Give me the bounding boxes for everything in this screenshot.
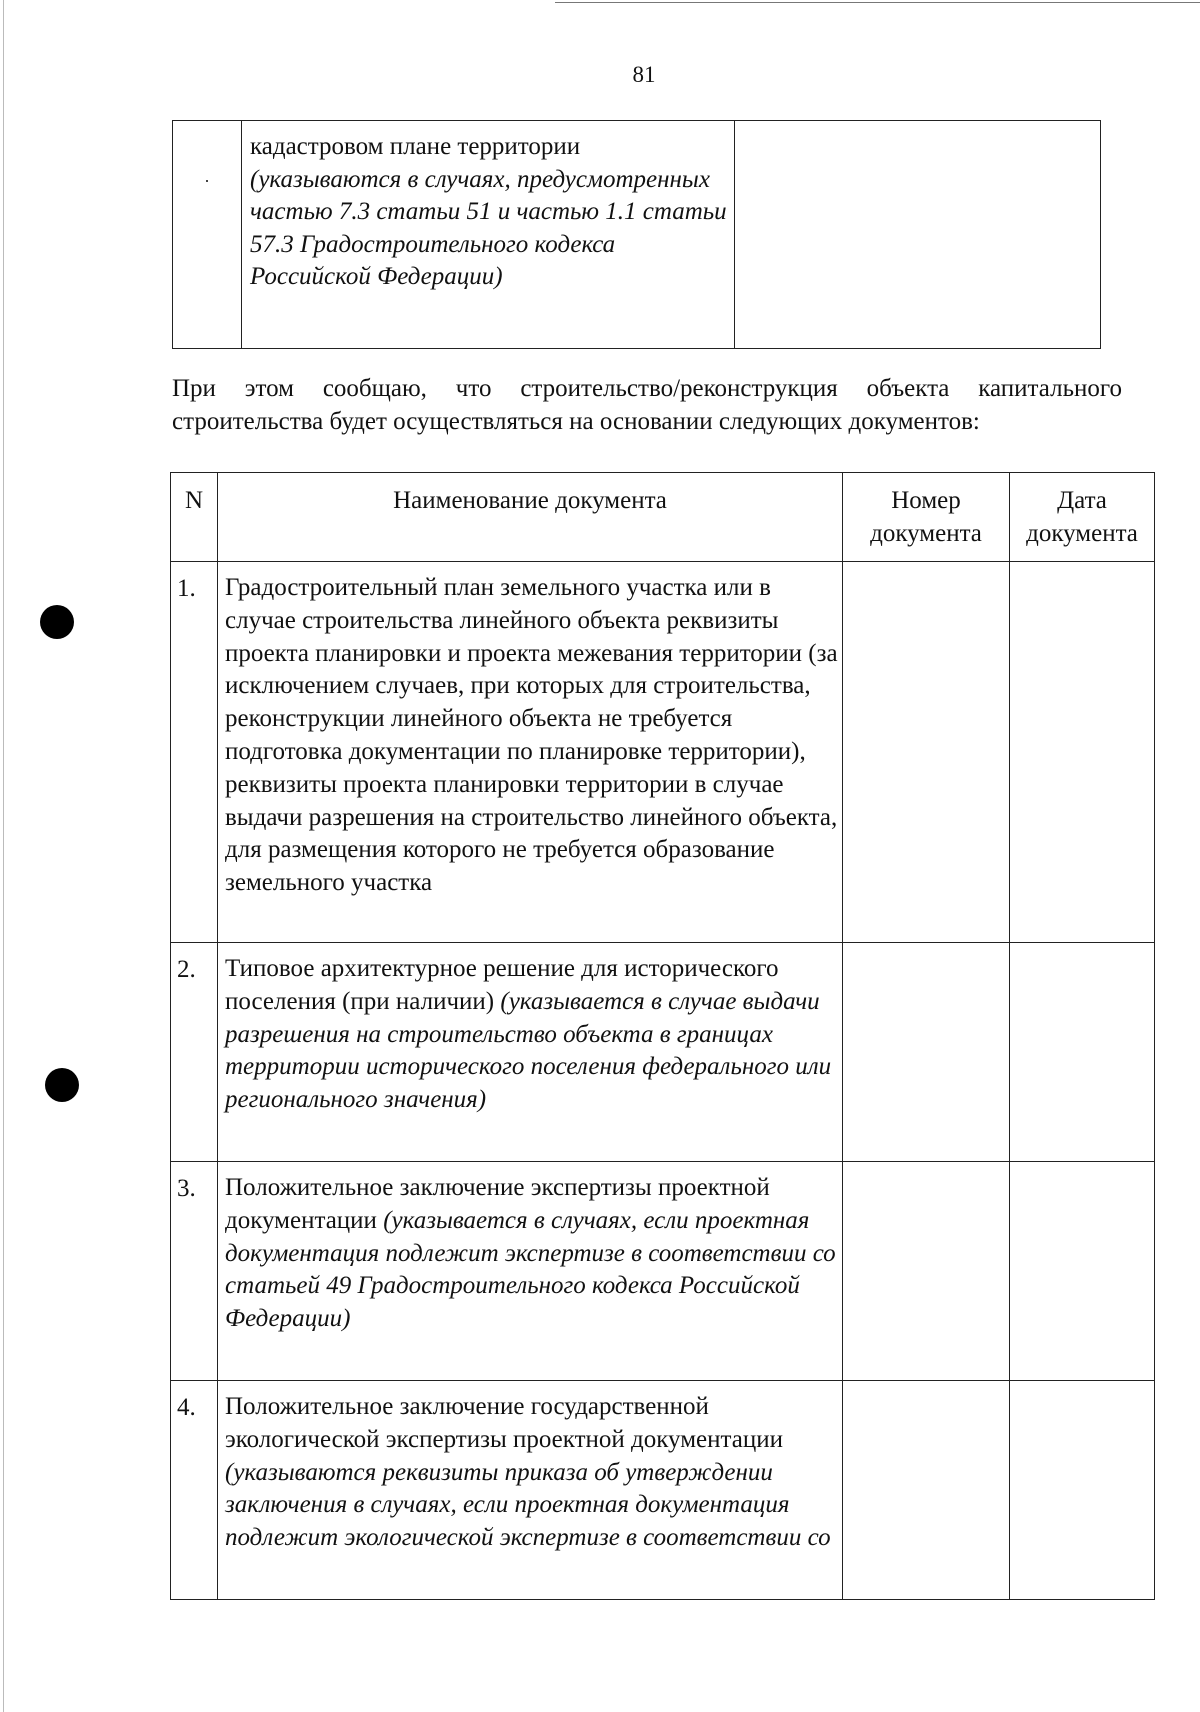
row-document-number xyxy=(843,1381,1010,1600)
row-text-italic: (указываются реквизиты приказа об утверждении заключения в случаях, если проектная документация подлежит экологической экспертизе в соответствии со xyxy=(225,1458,831,1552)
row-number: 3. xyxy=(171,1162,218,1381)
intro-paragraph: При этом сообщаю, что строительство/реконструкция объекта капитального строительства будет осуществляться на основании следующих документов: xyxy=(172,375,1122,435)
table-row xyxy=(171,1162,1155,1381)
row-document-name xyxy=(218,1381,843,1600)
header-document-number: Номер документа xyxy=(843,473,1010,562)
documents-table xyxy=(170,472,1155,1600)
table-cell-number xyxy=(173,121,242,349)
cell-text-italic: (указываются в случаях, предусмотренных частью 7.3 статьи 51 и частью 1.1 статьи 57.3 Градостроительного кодекса Российской Федерации) xyxy=(250,165,727,290)
header-n: N xyxy=(171,473,218,562)
row-text-italic: (указывается в случаях, если проектная документация подлежит экспертизе в соответствии со статьей 49 Градостроительного кодекса Российской Федерации) xyxy=(225,1206,836,1333)
row-number: 1. xyxy=(171,562,218,943)
row-document-number xyxy=(843,1162,1010,1381)
table-header-row xyxy=(171,473,1155,562)
table-row xyxy=(171,1381,1155,1600)
header-document-date: Дата документа xyxy=(1010,473,1155,562)
row-document-date xyxy=(1010,562,1155,943)
punch-hole xyxy=(40,605,74,639)
table-cell-name xyxy=(242,121,735,349)
row-document-number xyxy=(843,562,1010,943)
row-text-italic: (указывается в случае выдачи разрешения на строительство объекта в границах территории исторического поселения федерального или регионального значения) xyxy=(225,987,832,1114)
header-document-name: Наименование документа xyxy=(218,473,843,562)
row-text-regular: Положительное заключение государственной экологической экспертизы проектной документации xyxy=(225,1393,783,1453)
continuation-table xyxy=(172,120,1101,349)
table-row xyxy=(173,121,1101,349)
punch-hole xyxy=(45,1068,79,1102)
page-number: 81 xyxy=(632,62,656,87)
row-document-name xyxy=(218,943,843,1162)
row-document-date xyxy=(1010,1162,1155,1381)
row-document-date xyxy=(1010,1381,1155,1600)
row-text-regular: Типовое архитектурное решение для исторического поселения (при наличии) xyxy=(225,955,779,1015)
row-text-regular: Положительное заключение экспертизы проектной документации xyxy=(225,1174,770,1234)
cell-text-regular: кадастровом плане территории xyxy=(250,133,581,160)
table-row xyxy=(171,943,1155,1162)
row-document-name xyxy=(218,1162,843,1381)
row-number: 4. xyxy=(171,1381,218,1600)
row-number: 2. xyxy=(171,943,218,1162)
scan-edge-line xyxy=(555,2,1200,3)
row-document-name xyxy=(218,562,843,943)
table-cell-empty xyxy=(735,121,1101,349)
scan-speck xyxy=(206,180,208,182)
scan-edge-line-left xyxy=(3,0,4,1712)
table-row xyxy=(171,562,1155,943)
row-document-date xyxy=(1010,943,1155,1162)
row-document-number xyxy=(843,943,1010,1162)
row-text-regular: Градостроительный план земельного участка или в случае строительства линейного объекта реквизиты проекта планировки и проекта межевания территории (за исключением случаев, при которых для строительства, реконструкции линейного объекта не требуется подготовка документации по планировке территории), реквизиты проекта планировки территории в случае выдачи разрешения на строительство линейного объекта, для размещения которого не требуется образование земельного участка xyxy=(225,574,838,897)
